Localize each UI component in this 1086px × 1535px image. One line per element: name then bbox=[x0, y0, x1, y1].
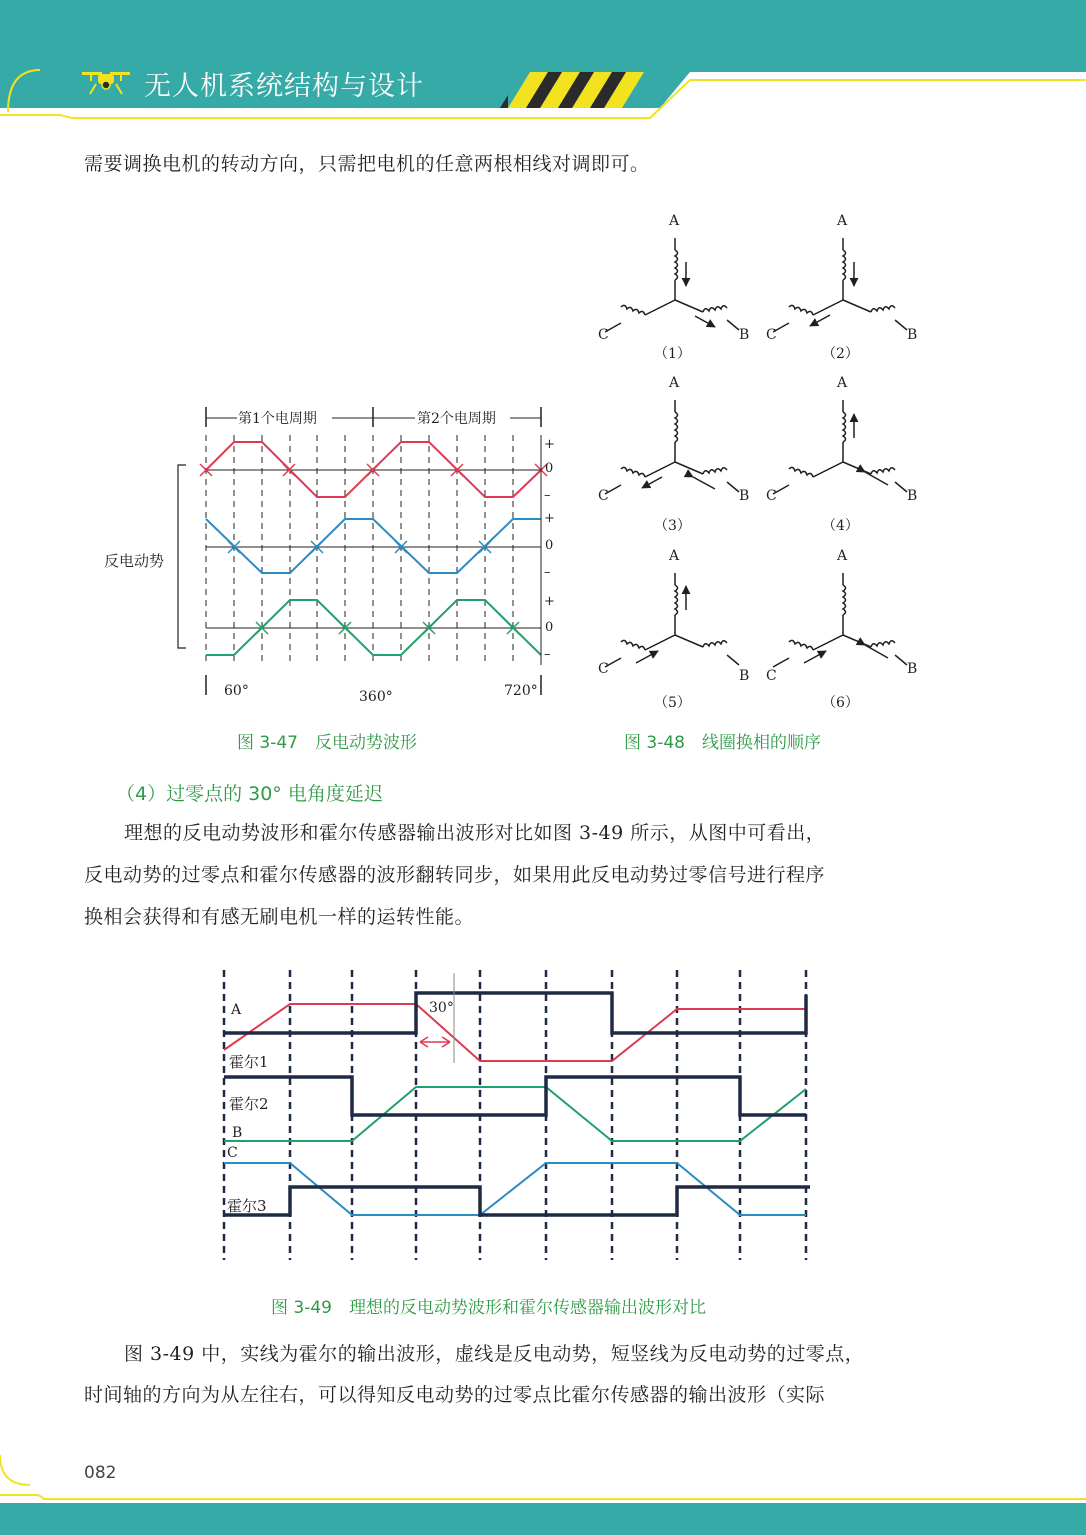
label-c-4: C bbox=[766, 488, 777, 504]
page-footer bbox=[0, 1455, 1086, 1535]
zero-label-b: 0 bbox=[545, 538, 554, 553]
caption-3-49: 图 3-49 理想的反电动势波形和霍尔传感器输出波形对比 bbox=[271, 1298, 706, 1318]
label-c-5: C bbox=[598, 661, 609, 677]
label-c-1: C bbox=[598, 327, 609, 343]
page-number: 082 bbox=[84, 1463, 117, 1483]
angle-label: 30° bbox=[429, 1000, 454, 1016]
hall-1-wave bbox=[224, 993, 806, 1033]
label-b-1: B bbox=[739, 327, 750, 343]
book-title: 无人机系统结构与设计 bbox=[144, 71, 424, 102]
plus-label-a: + bbox=[544, 437, 555, 452]
period-1-label: 第1个电周期 bbox=[238, 411, 317, 427]
label-hall-3: 霍尔3 bbox=[227, 1197, 267, 1215]
label-c: C bbox=[227, 1145, 238, 1161]
minus-label-c: – bbox=[544, 647, 551, 662]
caption-3-48: 图 3-48 线圈换相的顺序 bbox=[624, 733, 821, 753]
paragraph-3-line-1: 图 3-49 中，实线为霍尔的输出波形，虚线是反电动势，短竖线为反电动势的过零点， bbox=[124, 1343, 865, 1365]
label-c-2: C bbox=[766, 327, 777, 343]
label-a-2: A bbox=[837, 213, 848, 229]
paragraph-2-line-3: 换相会获得和有感无刷电机一样的运转性能。 bbox=[84, 906, 475, 928]
label-c-6: C bbox=[766, 668, 777, 684]
label-a-4: A bbox=[837, 375, 848, 391]
label-a-5: A bbox=[669, 548, 680, 564]
sub-label-3: （3） bbox=[654, 518, 691, 534]
label-a-1: A bbox=[669, 213, 680, 229]
label-hall-1: 霍尔1 bbox=[229, 1053, 269, 1071]
tick-720: 720° bbox=[504, 683, 538, 699]
paragraph-2-line-2: 反电动势的过零点和霍尔传感器的波形翻转同步，如果用此反电动势过零信号进行程序 bbox=[84, 864, 826, 886]
zero-label-a: 0 bbox=[545, 461, 554, 476]
y-axis-label: 反电动势 bbox=[104, 552, 165, 570]
sub-label-5: （5） bbox=[654, 695, 691, 711]
plus-label-b: + bbox=[544, 511, 555, 526]
paragraph-3-line-2: 时间轴的方向为从左往右，可以得知反电动势的过零点比霍尔传感器的输出波形（实际 bbox=[84, 1384, 826, 1406]
label-b-4: B bbox=[907, 488, 918, 504]
period-2-label: 第2个电周期 bbox=[417, 411, 496, 427]
page-header bbox=[0, 0, 1086, 120]
bemf-waveform-diagram bbox=[100, 395, 580, 715]
paragraph-1: 需要调换电机的转动方向，只需把电机的任意两根相线对调即可。 bbox=[84, 153, 650, 175]
label-b-2: B bbox=[907, 327, 918, 343]
label-a: A bbox=[231, 1002, 242, 1018]
label-c-3: C bbox=[598, 488, 609, 504]
bemf-hall-comparison-diagram bbox=[210, 965, 820, 1265]
coil-commutation-diagram bbox=[590, 210, 930, 720]
plus-label-c: + bbox=[544, 594, 555, 609]
hall-2-wave bbox=[224, 1077, 806, 1115]
label-a-3: A bbox=[669, 375, 680, 391]
minus-label-b: – bbox=[544, 565, 551, 580]
figure-3-48 bbox=[590, 210, 930, 720]
caption-3-47: 图 3-47 反电动势波形 bbox=[237, 733, 417, 753]
label-b-3: B bbox=[739, 488, 750, 504]
minus-label-a: – bbox=[544, 488, 551, 503]
figure-3-49 bbox=[210, 965, 820, 1265]
bemf-c-wave bbox=[224, 1163, 806, 1215]
sub-label-2: （2） bbox=[822, 346, 859, 362]
tick-360: 360° bbox=[359, 689, 393, 705]
label-b-6: B bbox=[907, 661, 918, 677]
label-hall-2: 霍尔2 bbox=[229, 1095, 269, 1113]
sub-label-4: （4） bbox=[822, 518, 859, 534]
paragraph-2-line-1: 理想的反电动势波形和霍尔传感器输出波形对比如图 3-49 所示，从图中可看出， bbox=[124, 822, 826, 844]
sub-label-1: （1） bbox=[654, 346, 691, 362]
label-b-5: B bbox=[739, 668, 750, 684]
sub-label-6: （6） bbox=[822, 695, 859, 711]
figure-3-47 bbox=[100, 395, 580, 715]
label-b: B bbox=[232, 1125, 243, 1141]
section-heading: （4）过零点的 30° 电角度延迟 bbox=[116, 783, 383, 805]
zero-label-c: 0 bbox=[545, 620, 554, 635]
tick-60: 60° bbox=[224, 683, 249, 699]
label-a-6: A bbox=[837, 548, 848, 564]
